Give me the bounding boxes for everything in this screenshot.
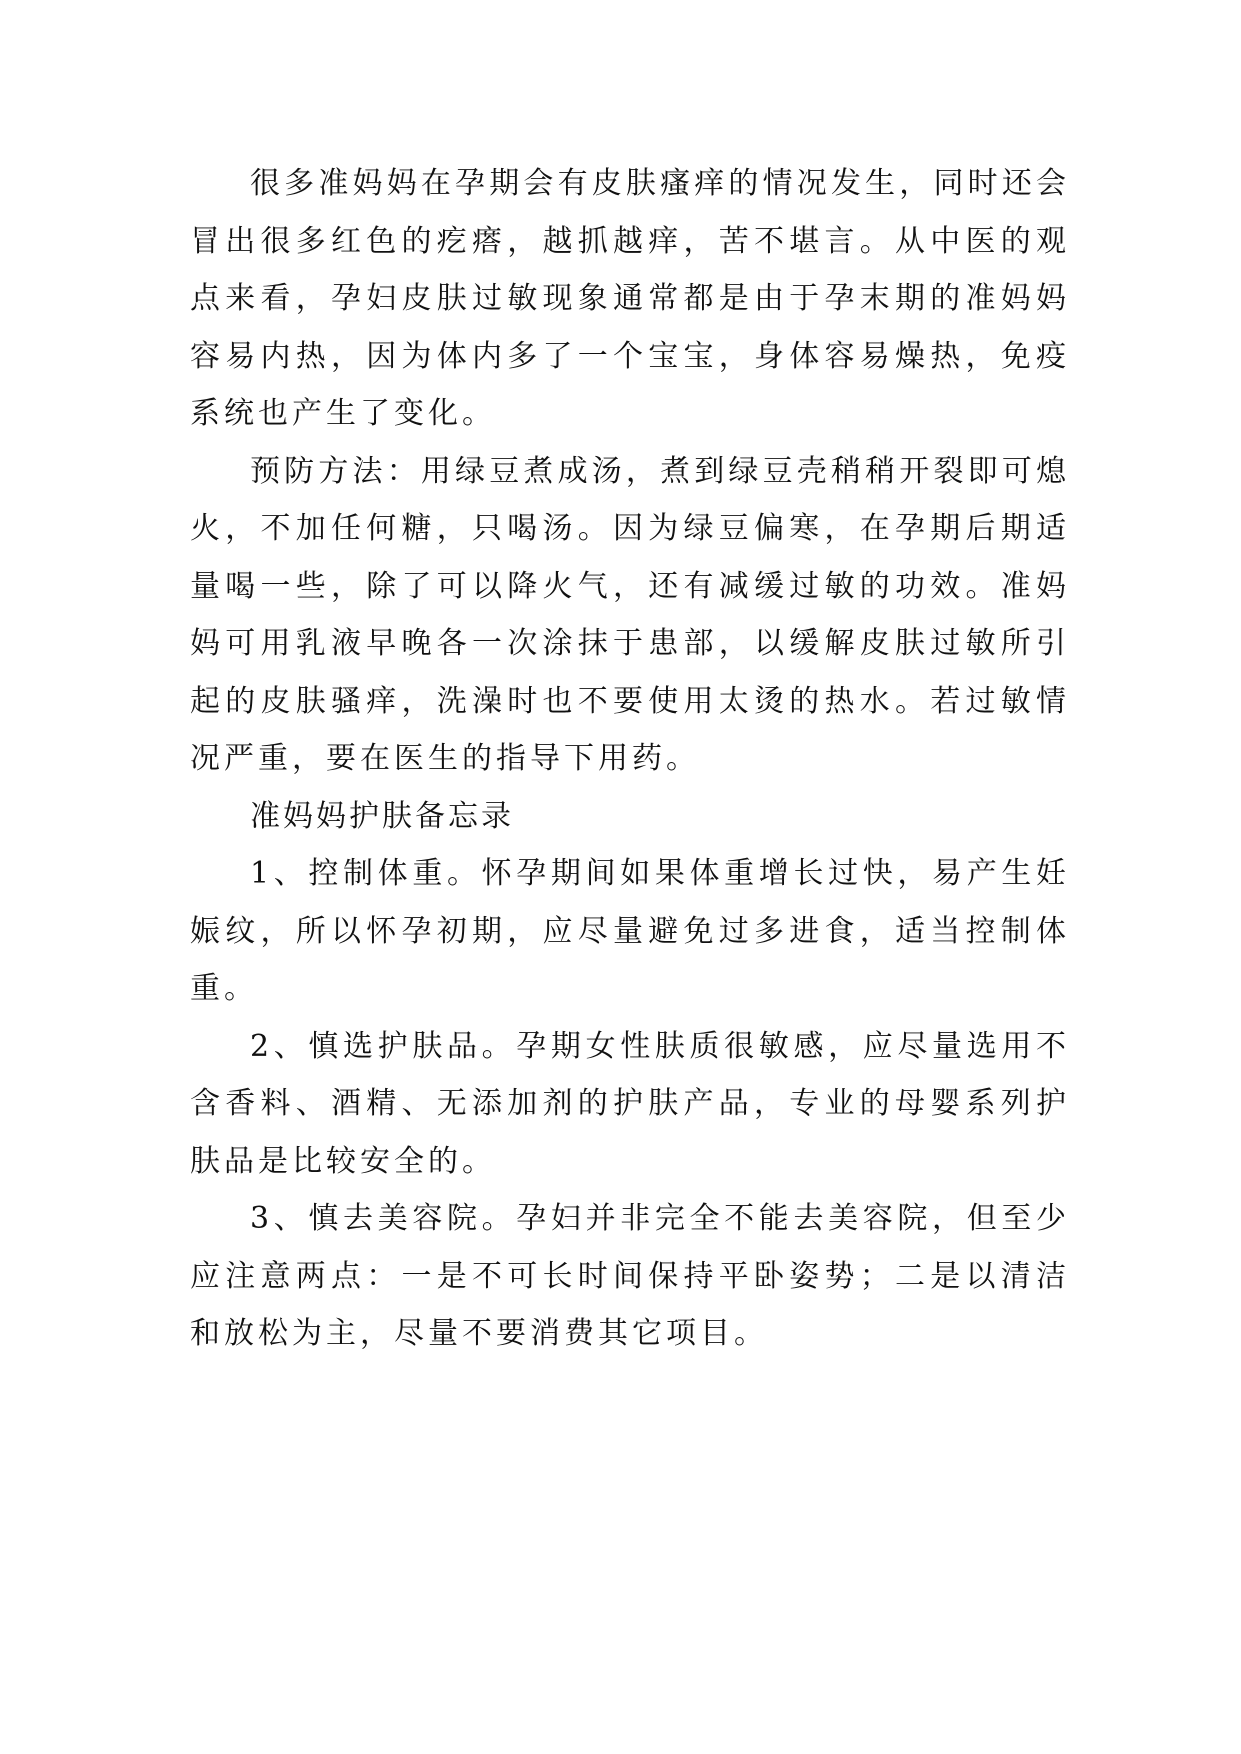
paragraph-prevention-method: 预防方法：用绿豆煮成汤，煮到绿豆壳稍稍开裂即可熄火，不加任何糖，只喝汤。因为绿豆偏寒，在孕期后期适量喝一些，除了可以降火气，还有减缓过敏的功效。准妈妈可用乳液早晚各一次涂抹于患部，以缓解皮肤过敏所引起的皮肤骚痒，洗澡时也不要使用太烫的热水。若过敏情况严重，要在医生的指导下用药。	[190, 453, 1070, 776]
list-item-skincare-products: 2、慎选护肤品。孕期女性肤质很敏感，应尽量选用不含香料、酒精、无添加剂的护肤产品，专业的母婴系列护肤品是比较安全的。	[190, 1028, 1070, 1179]
document-body	[190, 155, 1070, 1363]
list-item-beauty-salon: 3、慎去美容院。孕妇并非完全不能去美容院，但至少应注意两点：一是不可长时间保持平卧姿势；二是以清洁和放松为主，尽量不要消费其它项目。	[190, 1201, 1070, 1351]
list-item-weight-control: 1、控制体重。怀孕期间如果体重增长过快，易产生妊娠纹，所以怀孕初期，应尽量避免过多进食，适当控制体重。	[190, 856, 1070, 1006]
section-heading-skincare-memo: 准妈妈护肤备忘录	[250, 798, 514, 834]
paragraph-skin-itching: 很多准妈妈在孕期会有皮肤瘙痒的情况发生，同时还会冒出很多红色的疙瘩，越抓越痒，苦不堪言。从中医的观点来看，孕妇皮肤过敏现象通常都是由于孕末期的准妈妈容易内热，因为体内多了一个宝宝，身体容易燥热，免疫系统也产生了变化。	[190, 166, 1070, 431]
